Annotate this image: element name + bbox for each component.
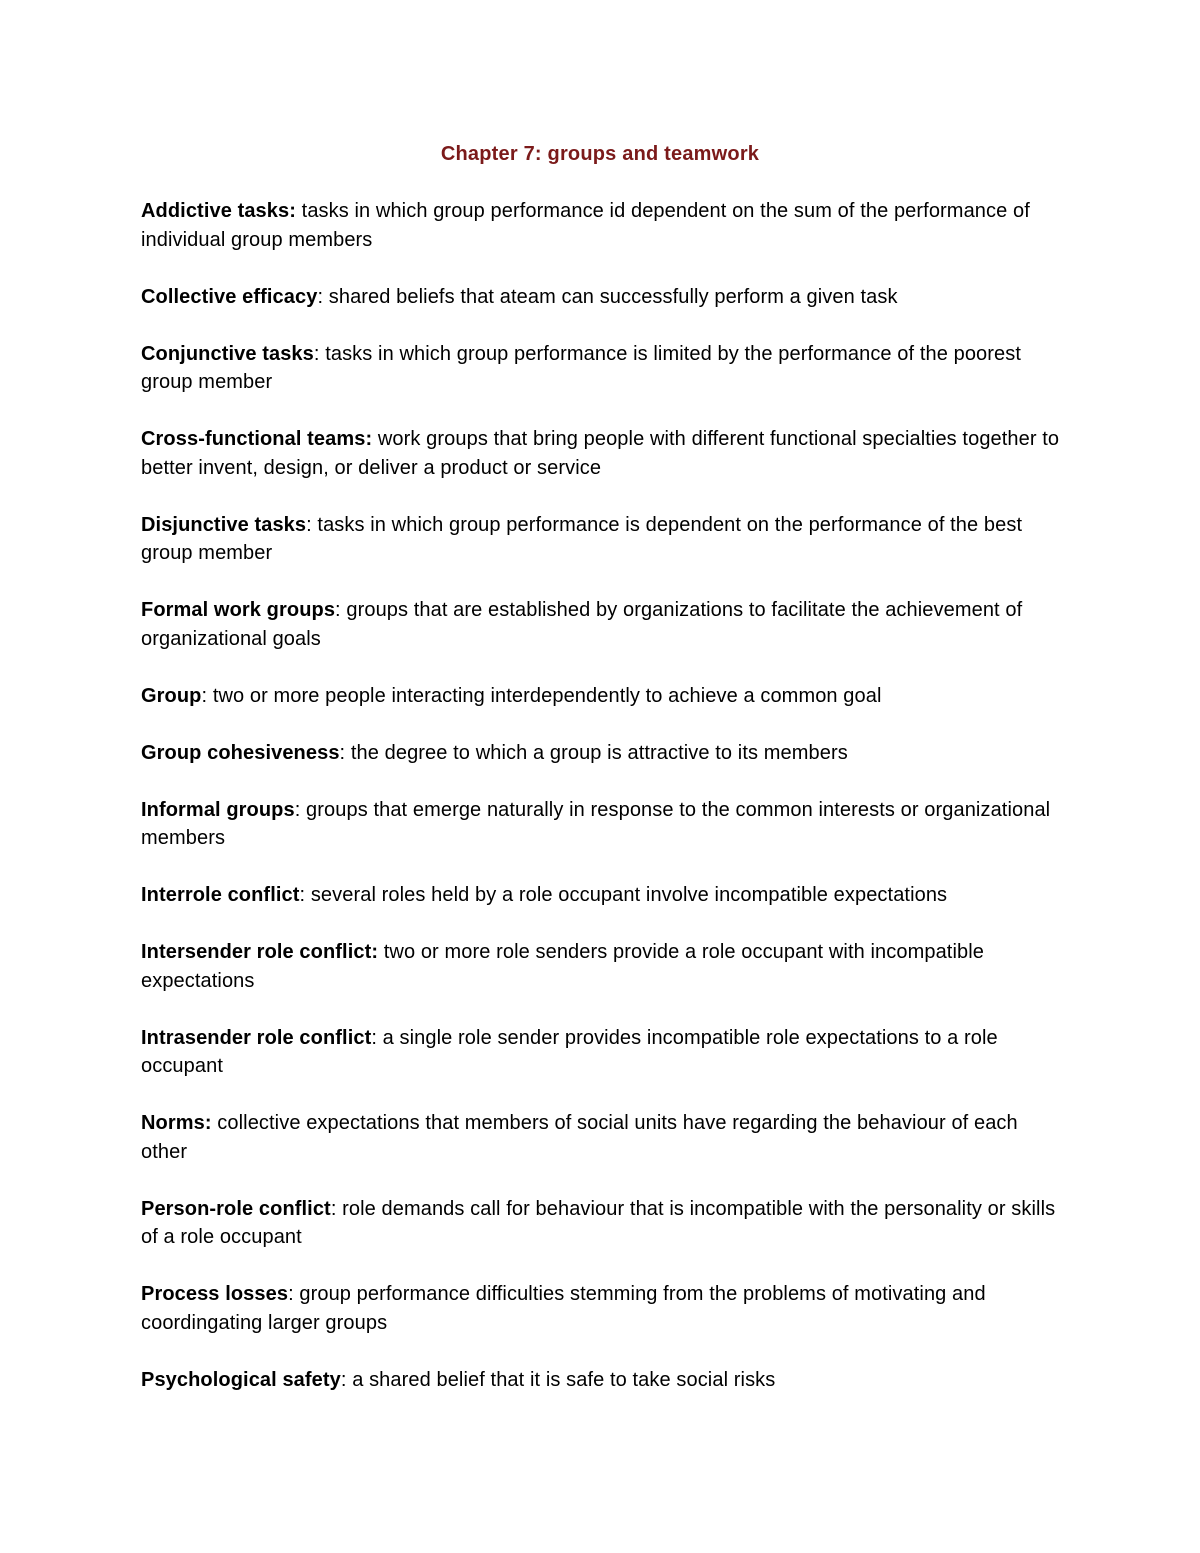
- glossary-term: Conjunctive tasks: [141, 342, 314, 365]
- glossary-entry: [141, 596, 1066, 653]
- glossary-term: Intrasender role conflict: [141, 1026, 372, 1049]
- glossary-definition: : several roles held by a role occupant involve incompatible expectations: [299, 884, 948, 906]
- glossary-definition: : a single role sender provides incompatible role expectations to a role occupant: [141, 1026, 998, 1077]
- glossary-definition: : shared beliefs that ateam can successfully perform a given task: [317, 285, 898, 308]
- glossary-term: Psychological safety: [141, 1368, 341, 1391]
- glossary-entry: [141, 1109, 1066, 1166]
- glossary-definition: : groups that emerge naturally in response to the common interests or organizational members: [141, 798, 1051, 849]
- glossary-list: [141, 197, 1066, 1423]
- glossary-term: Process losses: [141, 1283, 289, 1305]
- glossary-entry: [141, 283, 1066, 312]
- glossary-entry: [141, 1366, 1066, 1395]
- glossary-definition: : tasks in which group performance is limited by the performance of the poorest group member: [141, 342, 1022, 393]
- glossary-term: Group: [141, 684, 202, 707]
- glossary-definition: : groups that are established by organizations to facilitate the achievement of organizational goals: [141, 599, 1023, 650]
- glossary-entry: [141, 425, 1066, 482]
- glossary-term: Person-role conflict: [141, 1197, 331, 1220]
- glossary-term: Disjunctive tasks: [141, 513, 307, 536]
- glossary-entry: [141, 197, 1066, 254]
- glossary-entry: [141, 511, 1066, 568]
- glossary-entry: [141, 938, 1066, 995]
- glossary-definition: collective expectations that members of social units have regarding the behaviour of each other: [141, 1112, 1018, 1163]
- glossary-entry: [141, 1195, 1066, 1252]
- glossary-definition: two or more role senders provide a role occupant with incompatible expectations: [141, 941, 984, 992]
- glossary-definition: : a shared belief that it is safe to take social risks: [340, 1368, 776, 1391]
- glossary-definition: : group performance difficulties stemming from the problems of motivating and coordingating larger groups: [141, 1283, 986, 1334]
- glossary-term: Informal groups: [141, 798, 295, 821]
- glossary-term: Addictive tasks:: [141, 200, 296, 222]
- glossary-entry: [141, 682, 1066, 711]
- glossary-definition: work groups that bring people with different functional specialties together to better invent, design, or deliver a product or service: [141, 428, 1060, 479]
- glossary-term: Group cohesiveness: [141, 741, 340, 764]
- glossary-term: Norms:: [141, 1112, 212, 1134]
- glossary-term: Formal work groups: [141, 599, 336, 621]
- glossary-definition: : tasks in which group performance is dependent on the performance of the best group member: [141, 513, 1023, 564]
- glossary-term: Intersender role conflict:: [141, 941, 379, 963]
- glossary-entry: [141, 796, 1066, 853]
- glossary-definition: tasks in which group performance id dependent on the sum of the performance of individual group members: [141, 200, 1030, 251]
- glossary-definition: : the degree to which a group is attractive to its members: [339, 741, 848, 764]
- glossary-entry: [141, 1280, 1066, 1337]
- page-title: Chapter 7: groups and teamwork: [440, 143, 760, 165]
- glossary-term: Collective efficacy: [141, 285, 318, 308]
- glossary-definition: : two or more people interacting interdependently to achieve a common goal: [201, 684, 882, 707]
- glossary-entry: [141, 881, 1066, 910]
- glossary-entry: [141, 739, 1066, 768]
- glossary-term: Cross-functional teams:: [141, 428, 373, 450]
- glossary-entry: [141, 340, 1066, 397]
- glossary-definition: : role demands call for behaviour that is incompatible with the personality or skills of a role occupant: [141, 1197, 1056, 1248]
- glossary-entry: [141, 1024, 1066, 1081]
- glossary-term: Interrole conflict: [141, 884, 300, 906]
